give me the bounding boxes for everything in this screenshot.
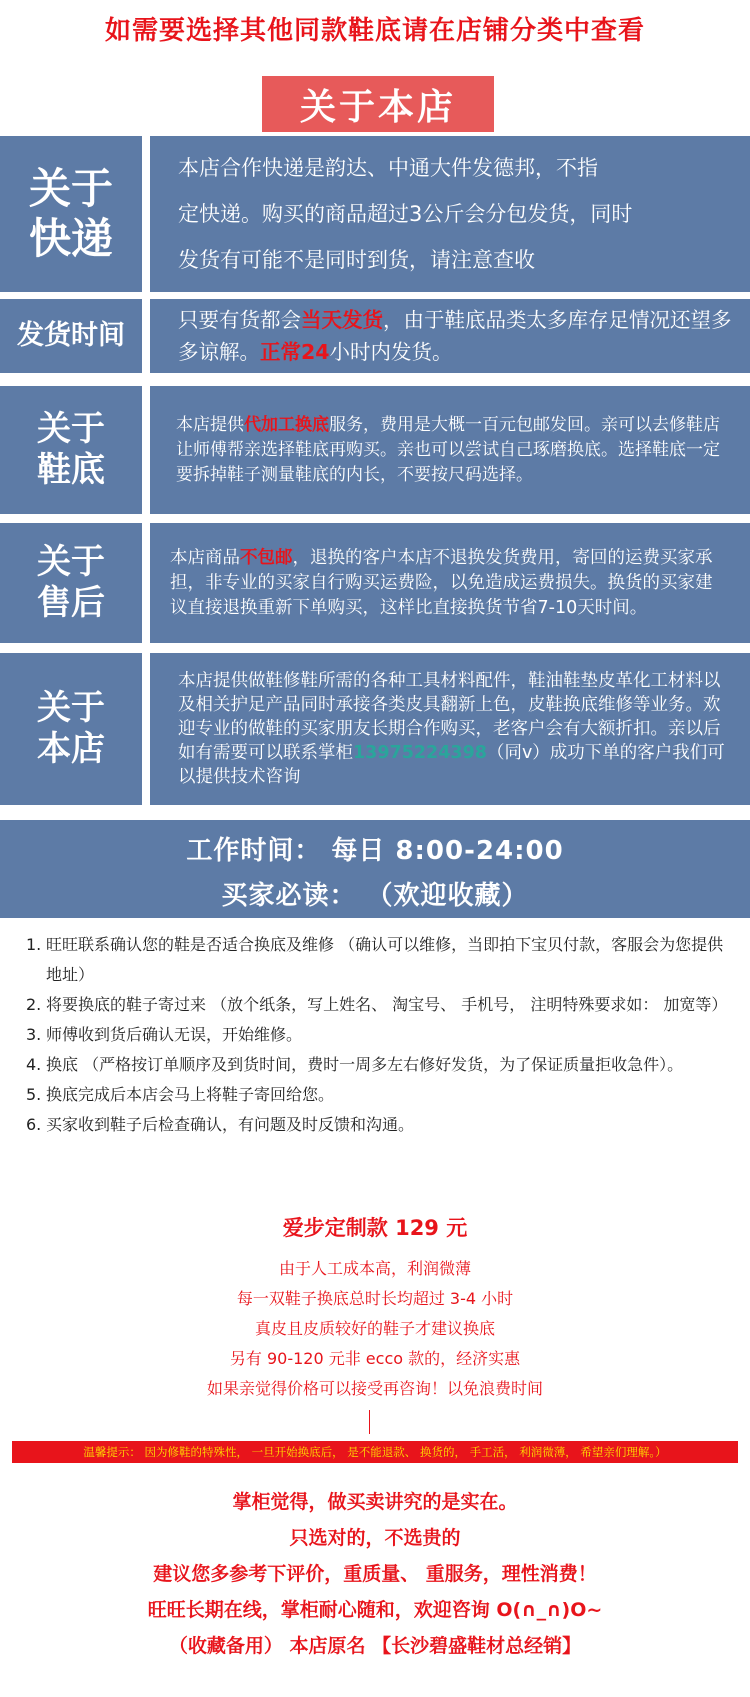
- shipping-text-part: 小时内发货。: [329, 340, 453, 364]
- list-item: [26, 1080, 726, 1110]
- processing-highlight: 代加工换底: [244, 414, 329, 435]
- step-number: 4.: [26, 1055, 42, 1074]
- closing-line: 建议您多参考下评价，重质量、 重服务，理性消费！: [153, 1563, 597, 1585]
- section-label-line1: 关于: [37, 409, 105, 450]
- price-line: 另有 90-120 元非 ecco 款的，经济实惠: [229, 1349, 521, 1368]
- section-shipping: [0, 299, 750, 373]
- store-text: [178, 669, 730, 789]
- divider: [369, 1410, 370, 1434]
- hours-panel: [0, 820, 750, 918]
- express-text-line2: 定快递。购买的商品超过3公斤会分包发货，同时: [178, 202, 633, 226]
- step-text: 换底 （严格按订单顺序及到货时间，费时一周多左右修好发货，为了保证质量拒收急件）。: [46, 1055, 684, 1074]
- step-text: 将要换底的鞋子寄过来 （放个纸条，写上姓名、 淘宝号、 手机号， 注明特殊要求如： 加宽等）: [46, 995, 728, 1014]
- section-aftersale-label: [0, 523, 142, 643]
- step-text: 买家收到鞋子后检查确认，有问题及时反馈和沟通。: [46, 1115, 415, 1134]
- step-number: 3.: [26, 1025, 42, 1044]
- aftersale-text-part: 本店商品: [170, 547, 240, 568]
- section-aftersale-body: [150, 523, 750, 643]
- sole-text-part: 本店提供: [176, 414, 244, 435]
- step-text: 换底完成后本店会马上将鞋子寄回给您。: [46, 1085, 335, 1104]
- steps-list: [26, 930, 726, 1140]
- price-block: [0, 1212, 750, 1404]
- section-express: [0, 136, 750, 292]
- section-sole-body: [150, 386, 750, 514]
- section-store: [0, 653, 750, 805]
- closing-line: 掌柜觉得，做买卖讲究的是实在。: [232, 1491, 518, 1513]
- section-store-label: [0, 653, 142, 805]
- express-text-line1: 本店合作快递是韵达、中通大件发德邦，不指: [178, 156, 598, 180]
- section-label-line2: 本店: [37, 729, 105, 769]
- section-label-line1: 关于: [37, 688, 105, 729]
- list-item: [26, 990, 726, 1020]
- section-express-body: [150, 136, 750, 292]
- price-line: 每一双鞋子换底总时长均超过 3-4 小时: [236, 1289, 514, 1308]
- shipping-text-part: ，由于鞋底品类太多库存足情况还望多多谅解。: [178, 308, 732, 364]
- step-text: 师傅收到货后确认无误，开始维修。: [46, 1025, 303, 1044]
- section-express-label: [0, 136, 142, 292]
- section-sole: [0, 386, 750, 514]
- price-line: 真皮且皮质较好的鞋子才建议换底: [254, 1319, 495, 1338]
- store-text-part: 本店提供做鞋修鞋所需的各种工具材料配件，鞋油鞋垫皮革化工材料以及相关护足产品同时承接各类皮具翻新上色，皮鞋换底维修等业务。欢迎专业的做鞋的买家朋友长期合作购买，老客户会有大额折扣。亲以后如有需要可以联系掌柜: [178, 671, 721, 763]
- list-item: [26, 1050, 726, 1080]
- sole-text-part: 服务，费用是大概一百元包邮发回。亲可以去修鞋店让师傅帮亲选择鞋底再购买。亲也可以尝试自己琢磨换底。选择鞋底一定要拆掉鞋子测量鞋底的内长，不要按尺码选择。: [176, 414, 720, 485]
- step-number: 2.: [26, 995, 42, 1014]
- warm-tip-bar: 温馨提示： 因为修鞋的特殊性， 一旦开始换底后， 是不能退款、 换货的， 手工活， 利润微薄， 希望亲们理解。）: [12, 1441, 738, 1463]
- section-label-line2: 鞋底: [37, 450, 105, 490]
- aftersale-text-part: ，退换的客户本店不退换发货费用，寄回的运费买家承担，非专业的买家自行购买运费险，以免造成运费损失。换货的买家建议直接退换重新下单购买，这样比直接换货节省7-10天时间。: [170, 547, 713, 618]
- shipping-text: [178, 304, 736, 368]
- list-item: [26, 1020, 726, 1050]
- section-label-line1: 关于: [37, 542, 105, 583]
- phone-number: 13975224398: [353, 743, 487, 763]
- section-shipping-label: [0, 299, 142, 373]
- closing-block: [0, 1484, 750, 1664]
- store-text-part: （同v）成功下单的客户我们可以提供技术咨询: [178, 743, 725, 787]
- list-item: [26, 1110, 726, 1140]
- section-shipping-body: [150, 299, 750, 373]
- section-label-line2: 售后: [37, 583, 105, 623]
- express-text-line3: 发货有可能不是同时到货，请注意查收: [178, 248, 535, 272]
- step-text: 旺旺联系确认您的鞋是否适合换底及维修 （确认可以维修，当即拍下宝贝付款，客服会为您提供地址）: [46, 935, 724, 984]
- work-time: 工作时间： 每日 8:00-24:00: [186, 836, 564, 866]
- sole-text: [176, 413, 730, 488]
- closing-line: 只选对的，不选贵的: [289, 1527, 461, 1549]
- section-store-body: [150, 653, 750, 805]
- no-free-shipping-highlight: 不包邮: [240, 547, 293, 568]
- step-number: 5.: [26, 1085, 42, 1104]
- closing-line: 旺旺长期在线，掌柜耐心随和，欢迎咨询 O(∩_∩)O~: [147, 1599, 603, 1621]
- closing-line: （收藏备用） 本店原名 【长沙碧盛鞋材总经销】: [168, 1635, 582, 1657]
- aftersale-text: [170, 546, 728, 621]
- price-line: 由于人工成本高，利润微薄: [278, 1259, 471, 1278]
- section-aftersale: [0, 523, 750, 643]
- list-item: [26, 930, 726, 990]
- step-number: 1.: [26, 935, 42, 954]
- price-line: 如果亲觉得价格可以接受再咨询！以免浪费时间: [206, 1379, 543, 1398]
- same-day-highlight: 当天发货: [301, 308, 383, 332]
- about-header: 关于本店: [262, 76, 494, 132]
- section-label-line2: 快递: [28, 214, 113, 263]
- section-label: 发货时间: [17, 319, 125, 351]
- shipping-text-part: 只要有货都会: [178, 308, 301, 332]
- section-label-line1: 关于: [28, 163, 113, 213]
- section-sole-label: [0, 386, 142, 514]
- step-number: 6.: [26, 1115, 42, 1134]
- top-banner: 如需要选择其他同款鞋底请在店铺分类中查看: [104, 16, 645, 46]
- 24h-highlight: 正常24: [260, 340, 330, 364]
- price-title: 爱步定制款 129 元: [282, 1216, 468, 1240]
- buyer-notice: 买家必读： （欢迎收藏）: [221, 881, 529, 911]
